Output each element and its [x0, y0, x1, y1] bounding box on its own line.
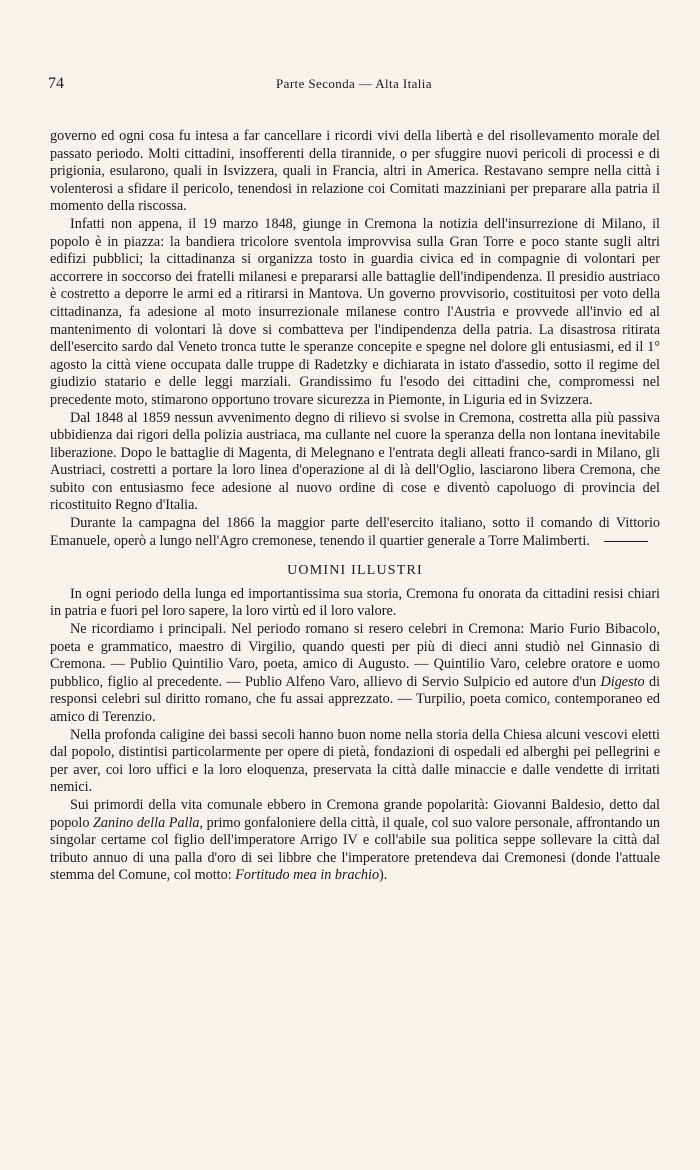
paragraph-1859: Dal 1848 al 1859 nessun avvenimento degno di rilievo si svolse in Cremona, costretta alla più passiva ubbidienza dai rigori della polizia austriaca, ma cullante nel cuore la speranza della non lontana inevitabile liberazione. Dopo le battaglie di Magenta, di Melegnano e l'entrata degli alleati franco-sardi in Milano, gli Austriaci, costretti a portare la loro linea d'operazione al di là dell'Oglio, lasciarono libera Cremona, che subito con entusiasmo fece adesione al nuovo ordine di cose e diventò capoluogo di provincia del ricostituito Regno d'Italia. — [50, 409, 660, 514]
section-separator — [604, 541, 648, 542]
communal-text-post: ). — [379, 867, 388, 884]
motto-italic: Fortitudo mea in brachio — [235, 867, 380, 884]
paragraph-continued: governo ed ogni cosa fu intesa a far cancellare i ricordi vivi della libertà e del risollevamento morale del passato periodo. Molti cittadini, insofferenti della tirannide, o per sfuggire nuovi pericoli di processi e di prigionia, esularono, quali in Isvizzera, quali in Francia, altri in America. Restavano sempre nella città i volenterosi a sfidare il pericolo, tenendosi in relazione coi Comitati mazziniani per preparare alla patria il momento della riscossa. — [50, 128, 660, 215]
paragraph-medieval: Nella profonda caligine dei bassi secoli hanno buon nome nella storia della Chiesa alcuni vescovi eletti dal popolo, distintisi particolarmente per opere di pietà, fondazioni di ospedali ed alberghi pei pellegrini e per aver, coi loro uffici e la loro eloquenza, preservata la città dalle minaccie e dalle vendette di irritati nemici. — [50, 726, 660, 796]
communal-text-pre: Sui primordi della vita comunale ebbero in Cremona grande popolarità: Giovanni Baldesio, detto dal popolo — [50, 796, 660, 831]
page-number: 74 — [48, 75, 64, 92]
page-body — [50, 128, 660, 885]
section-title: UOMINI ILLUSTRI — [287, 563, 423, 579]
paragraph-roman-period — [50, 621, 660, 727]
roman-period-text: Ne ricordiamo i principali. Nel periodo romano si resero celebri in Cremona: Mario Furio Bibacolo, poeta e grammatico, maestro di Virgilio, quando questi per più di dieci anni studiò nel Ginnasio di Cremona. — Publio Quintilio Varo, poeta, amico di Augusto. — Quintilio Varo, celebre oratore e uomo pubblico, figlio al precedente. — — [50, 621, 660, 690]
running-title: Parte Seconda — Alta Italia — [276, 76, 432, 91]
paragraph-1848: Infatti non appena, il 19 marzo 1848, giunge in Cremona la notizia dell'insurrezione di Milano, il popolo è in piazza: la bandiera tricolore sventola improvvisa sulla Gran Torre e poco stante sugli altri edifizi pubblici; la cittadinanza si organizza tosto in guardia civica ed in compagnie di volontari per accorrere in soccorso dei fratelli milanesi e prepararsi alle battaglie dell'indipendenza. Il presidio austriaco è costretto a deporre le armi ed a ritirarsi in Mantova. Un governo provvisorio, costituitosi per voto della cittadinanza, fa adesione al moto insurrezionale milanese contro l'Austria e provvede all'invio ed al mantenimento di volontari là dove si combatteva per l'indipendenza della patria. La disastrosa ritirata dell'esercito sardo dal Veneto tronca tutte le speranze concepite e spegne nel dolore gli entusiasmi, ed il 1° agosto la città viene occupata dalle truppe di Radetzky e dichiarata in istato d'assedio, sotto il regime del giudizio statario e delle leggi marziali. Grandissimo fu l'esodo dei cittadini che, compromessi nel precedente moto, stimarono opportuno trovare sicurezza in Piemonte, in Liguria ed in Svizzera. — [50, 215, 660, 408]
page-header — [48, 75, 660, 95]
digesto-title: Digesto — [600, 673, 645, 690]
varo-text-post: di responsi celebri sul diritto romano, che fu assai apprezzato. — Turpilio, poeta comico, contemporaneo ed amico di Terenzio. — [50, 673, 661, 725]
paragraph-intro: In ogni periodo della lunga ed importantissima sua storia, Cremona fu onorata da cittadini resisi chiari in patria e fuori pel loro sapere, la loro virtù ed il loro valore. — [50, 585, 660, 620]
paragraph-1866-text: Durante la campagna del 1866 la maggior parte dell'esercito italiano, sotto il comando di Vittorio Emanuele, operò a lungo nell'Agro cremonese, tenendo il quartier generale a Torre Malimberti. — [50, 515, 660, 549]
communal-text-mid: , primo gonfaloniere della città, il quale, col suo valore personale, affrontando un singolar certame col figlio dell'imperatore Arrigo IV e coll'abile sua politica seppe sollevare la città dal tributo annuo di una palla d'oro di sei libbre che l'imperatore pretendeva dai Cremonesi (donde l'attuale stemma del Comune, col motto: — [50, 814, 661, 884]
nickname-italic: Zanino della Palla — [93, 814, 200, 831]
varo-text-pre: Publio Alfeno Varo, allievo di Servio Sulpicio ed autore d'un — [244, 673, 601, 690]
paragraph-communal — [50, 797, 660, 885]
paragraph-1866 — [50, 515, 660, 550]
